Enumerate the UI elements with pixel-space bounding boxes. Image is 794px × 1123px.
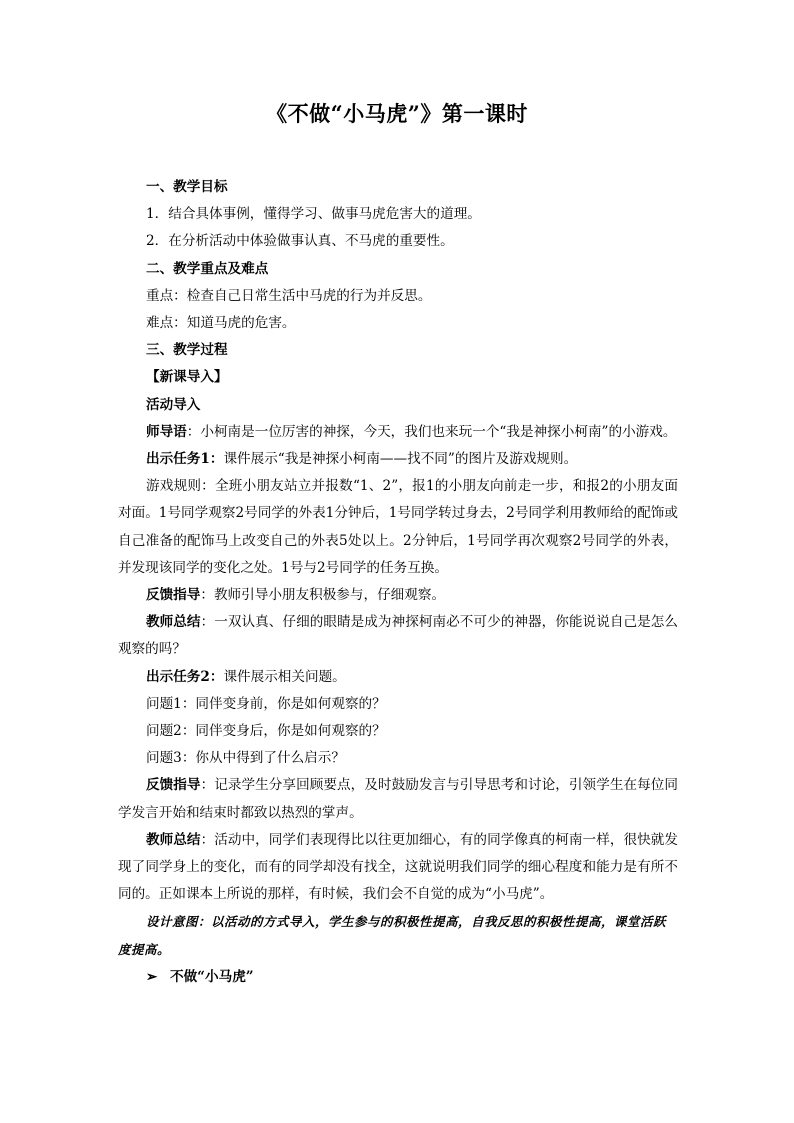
goal-item-1: 1．结合具体事例，懂得学习、做事马虎危害大的道理。 (146, 206, 481, 223)
section-heading-goals: 一、教学目标 (146, 179, 228, 195)
teacher-intro-label: 师导语 (146, 423, 187, 440)
feedback-2-text: ：记录学生分享回顾要点，及时鼓励发言与引导思考和讨论，引领学生在每位同学发言开始和结束时都致以热烈的掌声。 (118, 777, 679, 821)
document-body (118, 174, 678, 992)
task-1-paragraph (118, 446, 678, 473)
feedback-2-label: 反馈指导 (146, 777, 201, 794)
summary-1-text: ：一双认真、仔细的眼睛是成为神探柯南必不可少的神器，你能说说自己是怎么观察的吗？ (118, 614, 679, 658)
design-intent-note: 设计意图：以活动的方式导入，学生参与的积极性提高，自我反思的积极性提高，课堂活跃度提高。 (118, 914, 667, 958)
summary-2-paragraph (118, 827, 678, 909)
page-title: 《不做“小马虎”》第一课时 (266, 101, 528, 126)
task-1-label: 出示任务1： (146, 451, 224, 468)
teacher-intro-paragraph (118, 419, 678, 446)
arrow-bullet-icon: ➢ (146, 969, 158, 986)
summary-1-paragraph (118, 609, 678, 663)
goal-item-2: 2．在分析活动中体验做事认真、不马虎的重要性。 (146, 233, 454, 250)
question-1: 问题1：同伴变身前，你是如何观察的？ (146, 695, 386, 712)
task-2-paragraph (118, 664, 678, 691)
summary-2-label: 教师总结 (146, 831, 201, 848)
difficult-point: 难点：知道马虎的危害。 (146, 315, 296, 332)
feedback-2-paragraph (118, 772, 678, 826)
task-2-text: 课件展示相关问题。 (223, 668, 346, 685)
feedback-1-paragraph (118, 582, 678, 609)
game-rules-paragraph: 游戏规则：全班小朋友站立并报数“1、2”，报1的小朋友向前走一步，和报2的小朋友面对面。1号同学观察2号同学的外表1分钟后，1号同学转过身去，2号同学利用教师给的配饰或自己准备的配饰马上改变自己的外表5处以上。2分钟后，1号同学再次观察2号同学的外表，并发现该同学的变化之处。1号与2号同学的任务互换。 (118, 478, 678, 576)
task-2-label: 出示任务2： (146, 668, 224, 685)
feedback-1-label: 反馈指导 (146, 587, 201, 604)
summary-1-label: 教师总结 (146, 614, 201, 631)
question-3: 问题3：你从中得到了什么启示？ (146, 750, 345, 767)
question-2: 问题2：同伴变身后，你是如何观察的？ (146, 723, 386, 740)
activity-heading: 活动导入 (146, 396, 201, 413)
feedback-1-text: ：教师引导小朋友积极参与，仔细观察。 (200, 587, 446, 604)
summary-2-text: ：活动中，同学们表现得比以往更加细心，有的同学像真的柯南一样，很快就发现了同学身上的变化，而有的同学却没有找全，这就说明我们同学的细心程度和能力是有所不同的。正如课本上所说的那样，有时候，我们会不自觉的成为“小马虎”。 (118, 831, 679, 903)
key-point: 重点：检查自己日常生活中马虎的行为并反思。 (146, 287, 432, 304)
intro-heading: 【新课导入】 (146, 369, 228, 386)
bullet-heading: 不做“小马虎” (170, 969, 254, 986)
task-1-text: 课件展示“我是神探小柯南——找不同”的图片及游戏规则。 (223, 451, 578, 468)
section-heading-focus: 二、教学重点及难点 (146, 260, 269, 277)
section-heading-process: 三、教学过程 (146, 342, 228, 359)
teacher-intro-text: ：小柯南是一位厉害的神探，今天，我们也来玩一个“我是神探小柯南”的小游戏。 (186, 423, 677, 440)
bullet-heading-row (118, 964, 678, 991)
